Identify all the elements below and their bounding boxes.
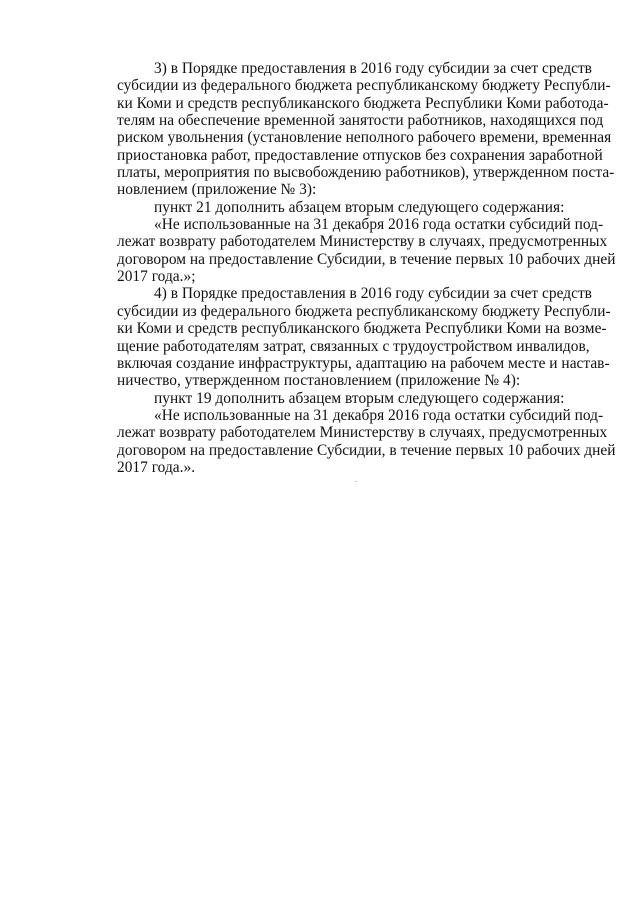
text-line: ничество, утвержденном постановлением (приложение № 4): [117,372,521,390]
text-line: ки Коми и средств республиканского бюджета Республики Коми работода- [117,94,609,112]
text-line: щение работодателям затрат, связанных с трудоустройством инвалидов, [117,337,590,355]
text-line: телям на обеспечение временной занятости работников, находящихся под [117,112,604,130]
paragraph-item-4-point [117,389,565,407]
quote-item-4 [117,406,616,476]
text-line: субсидии из федерального бюджета республиканскому бюджету Республи- [117,77,611,95]
paragraph-item-3 [117,60,615,199]
text-line: договором на предоставление Субсидии, в течение первых 10 рабочих дней [117,250,616,268]
document-body [117,60,616,476]
text-line: приостановка работ, предоставление отпусков без сохранения заработной [117,146,603,164]
text-line: пункт 19 дополнить абзацем вторым следующего содержания: [154,389,565,407]
text-line: 4) в Порядке предоставления в 2016 году субсидии за счет средств [154,285,592,303]
text-line: «Не использованные на 31 декабря 2016 года остатки субсидий под- [154,216,604,234]
quote-item-3 [117,216,616,286]
paragraph-item-3-point [117,198,565,216]
text-line: «Не использованные на 31 декабря 2016 года остатки субсидий под- [154,406,604,424]
text-line: включая создание инфраструктуры, адаптацию на рабочем месте и настав- [117,354,610,372]
text-line: риском увольнения (установление неполного рабочего времени, временная [117,129,612,147]
text-line: новлением (приложение № 3): [117,181,317,199]
text-line: платы, мероприятия по высвобождению работников), утвержденном поста- [117,164,615,182]
text-line: субсидии из федерального бюджета республиканскому бюджету Республи- [117,302,611,320]
text-line: 2017 года.». [117,458,196,476]
text-line: договором на предоставление Субсидии, в течение первых 10 рабочих дней [117,441,616,459]
paragraph-item-4 [117,285,611,390]
text-line: лежат возврату работодателем Министерству в случаях, предусмотренных [117,233,608,251]
text-line: 3) в Порядке предоставления в 2016 году субсидии за счет средств [154,60,592,77]
text-line: ки Коми и средств республиканского бюджета Республики Коми на возме- [117,320,607,338]
scan-speck [355,481,357,482]
text-line: лежат возврату работодателем Министерству в случаях, предусмотренных [117,424,608,442]
text-line: пункт 21 дополнить абзацем вторым следующего содержания: [154,198,565,216]
text-line: 2017 года.»; [117,268,196,286]
